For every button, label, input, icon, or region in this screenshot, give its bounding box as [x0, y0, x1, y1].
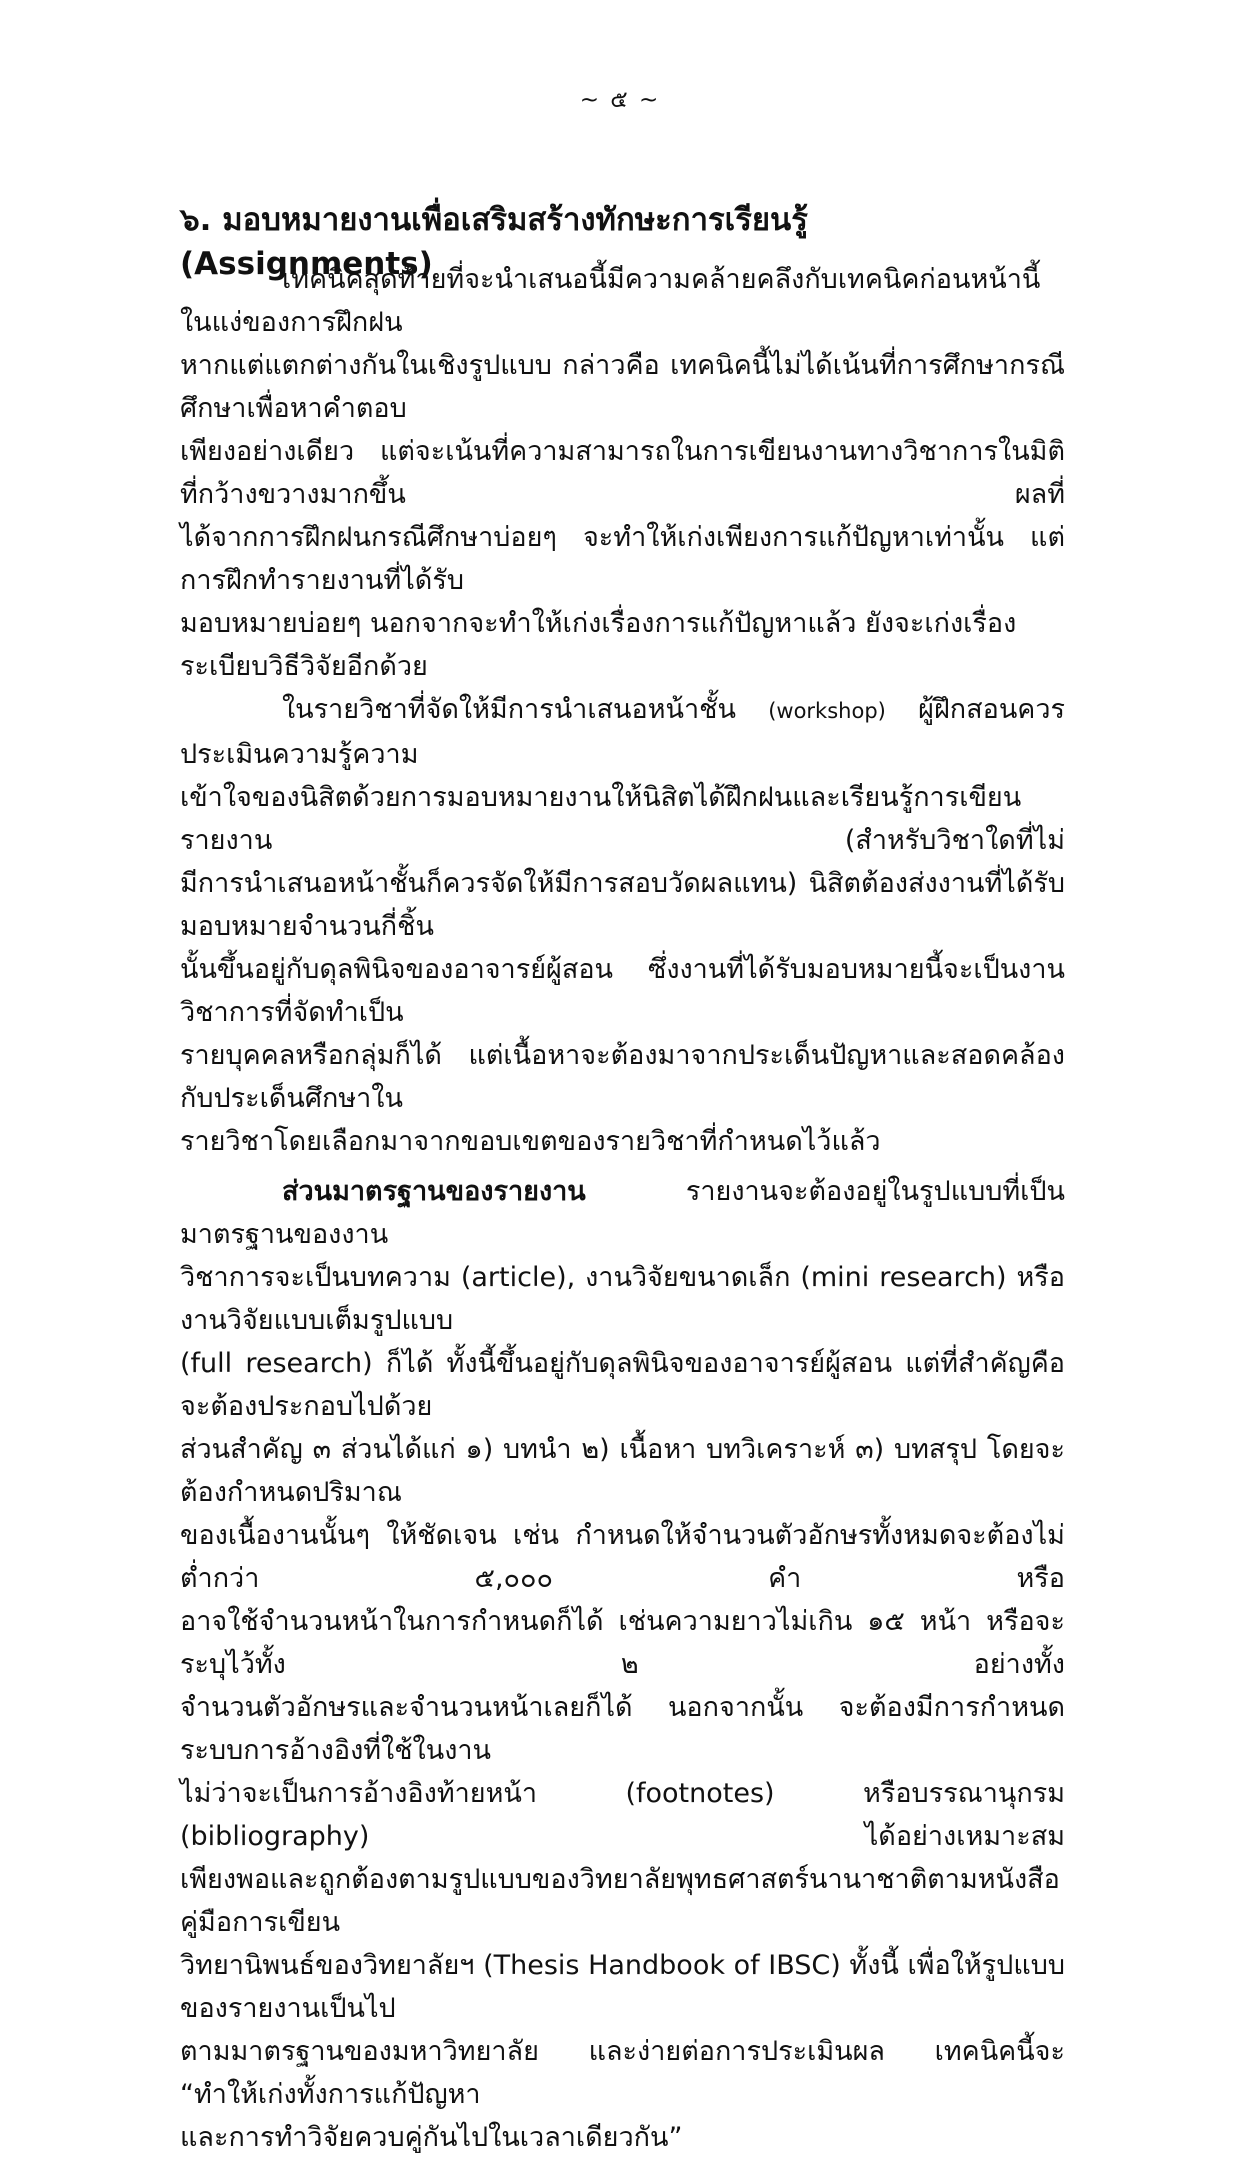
text-line — [180, 1034, 1065, 1120]
text-segment: วิชาการจะเป็นบทความ (article), งานวิจัยขนาดเล็ก (mini research) หรืองานวิจัยแบบเต็มรูปแบบ — [180, 1262, 1065, 1336]
text-segment: ได้จากการฝึกฝนกรณีศึกษาบ่อยๆ จะทำให้เก่งเพียงการแก้ปัญหาเท่านั้น แต่การฝึกทำรายงานที่ได้รับ — [180, 522, 1065, 596]
text-segment: ไม่ว่าจะเป็นการอ้างอิงท้ายหน้า (footnotes) หรือบรรณานุกรม (bibliography) ได้อย่างเหมาะสม — [180, 1778, 1065, 1852]
text-line — [180, 1342, 1065, 1428]
text-segment: นั้นขึ้นอยู่กับดุลพินิจของอาจารย์ผู้สอน ซึ่งงานที่ได้รับมอบหมายนี้จะเป็นงานวิชาการที่จัดทำเป็น — [180, 954, 1065, 1028]
text-segment: ผู้ฝึกสอนควรประเมินความรู้ความ — [180, 694, 1065, 770]
text-segment: วิทยานิพนธ์ของวิทยาลัยฯ (Thesis Handbook of IBSC) ทั้งนี้ เพื่อให้รูปแบบของรายงานเป็นไป — [180, 1950, 1065, 2024]
text-line — [180, 1428, 1065, 1514]
text-line — [180, 258, 1065, 344]
text-line — [180, 602, 1065, 688]
text-segment: หากแต่แตกต่างกันในเชิงรูปแบบ กล่าวคือ เทคนิคนี้ไม่ได้เน้นที่การศึกษากรณีศึกษาเพื่อหาคำตอบ — [180, 350, 1065, 424]
text-segment: (full research) ก็ได้ ทั้งนี้ขึ้นอยู่กับดุลพินิจของอาจารย์ผู้สอน แต่ที่สำคัญคือจะต้องประกอบไปด้วย — [180, 1348, 1065, 1422]
text-line — [180, 1944, 1065, 2030]
text-line — [180, 516, 1065, 602]
text-segment: รายวิชาโดยเลือกมาจากขอบเขตของรายวิชาที่กำหนดไว้แล้ว — [180, 1126, 881, 1157]
text-line — [180, 1686, 1065, 1772]
text-segment: และการทำวิจัยควบคู่กันไปในเวลาเดียวกัน” — [180, 2122, 683, 2153]
text-segment: เข้าใจของนิสิตด้วยการมอบหมายงานให้นิสิตได้ฝึกฝนและเรียนรู้การเขียนรายงาน (สำหรับวิชาใดที่ไม่ — [180, 782, 1065, 856]
page-number: ~ ๕ ~ — [579, 87, 661, 113]
section-heading: ๖. มอบหมายงานเพื่อเสริมสร้างทักษะการเรียนรู้ (Assignments) — [180, 202, 808, 282]
text-segment: รายบุคคลหรือกลุ่มก็ได้ แต่เนื้อหาจะต้องมาจากประเด็นปัญหาและสอดคล้องกับประเด็นศึกษาใน — [180, 1040, 1065, 1114]
text-line — [180, 776, 1065, 862]
text-segment: ตามมาตรฐานของมหาวิทยาลัย และง่ายต่อการประเมินผล เทคนิคนี้จะ “ทำให้เก่งทั้งการแก้ปัญหา — [180, 2036, 1065, 2110]
text-segment: ในรายวิชาที่จัดให้มีการนำเสนอหน้าชั้น — [282, 694, 769, 725]
text-line — [180, 1858, 1065, 1944]
text-line — [180, 688, 1065, 776]
text-line — [180, 1772, 1065, 1858]
text-segment: ส่วนมาตรฐานของรายงาน — [282, 1176, 586, 1207]
text-segment: (workshop) — [768, 699, 886, 723]
text-line — [180, 948, 1065, 1034]
text-segment: เทคนิคสุดท้ายที่จะนำเสนอนี้มีความคล้ายคลึงกับเทคนิคก่อนหน้านี้ในแง่ของการฝึกฝน — [180, 264, 1041, 338]
text-line — [180, 430, 1065, 516]
text-line — [180, 344, 1065, 430]
text-line — [180, 2116, 1065, 2159]
paragraph — [180, 688, 1065, 1163]
paragraph — [180, 258, 1065, 688]
document-body — [180, 258, 1065, 2159]
text-segment: มอบหมายบ่อยๆ นอกจากจะทำให้เก่งเรื่องการแก้ปัญหาแล้ว ยังจะเก่งเรื่องระเบียบวิธีวิจัยอีกด้วย — [180, 608, 1017, 682]
text-segment: อาจใช้จำนวนหน้าในการกำหนดก็ได้ เช่นความยาวไม่เกิน ๑๕ หน้า หรือจะระบุไว้ทั้ง ๒ อย่างทั้ง — [180, 1606, 1065, 1680]
text-segment: เพียงพอและถูกต้องตามรูปแบบของวิทยาลัยพุทธศาสตร์นานาชาติตามหนังสือคู่มือการเขียน — [180, 1864, 1060, 1938]
text-segment: ของเนื้องานนั้นๆ ให้ชัดเจน เช่น กำหนดให้จำนวนตัวอักษรทั้งหมดจะต้องไม่ต่ำกว่า ๕,๐๐๐ คำ หรือ — [180, 1520, 1065, 1594]
text-segment: ส่วนสำคัญ ๓ ส่วนได้แก่ ๑) บทนำ ๒) เนื้อหา บทวิเคราะห์ ๓) บทสรุป โดยจะต้องกำหนดปริมาณ — [180, 1434, 1065, 1508]
text-line — [180, 1256, 1065, 1342]
text-line — [180, 1600, 1065, 1686]
text-segment: รายงานจะต้องอยู่ในรูปแบบที่เป็นมาตรฐานของงาน — [180, 1176, 1065, 1250]
text-segment: จำนวนตัวอักษรและจำนวนหน้าเลยก็ได้ นอกจากนั้น จะต้องมีการกำหนดระบบการอ้างอิงที่ใช้ในงาน — [180, 1692, 1065, 1766]
text-segment: มีการนำเสนอหน้าชั้นก็ควรจัดให้มีการสอบวัดผลแทน) นิสิตต้องส่งงานที่ได้รับมอบหมายจำนวนกี่ชิ้น — [180, 868, 1065, 942]
text-line — [180, 1170, 1065, 1256]
text-segment: เพียงอย่างเดียว แต่จะเน้นที่ความสามารถในการเขียนงานทางวิชาการในมิติที่กว้างขวางมากขึ้น ผลที่ — [180, 436, 1065, 510]
text-line — [180, 1120, 1065, 1163]
text-line — [180, 862, 1065, 948]
text-line — [180, 1514, 1065, 1600]
paragraph — [180, 1170, 1065, 2159]
text-line — [180, 2030, 1065, 2116]
